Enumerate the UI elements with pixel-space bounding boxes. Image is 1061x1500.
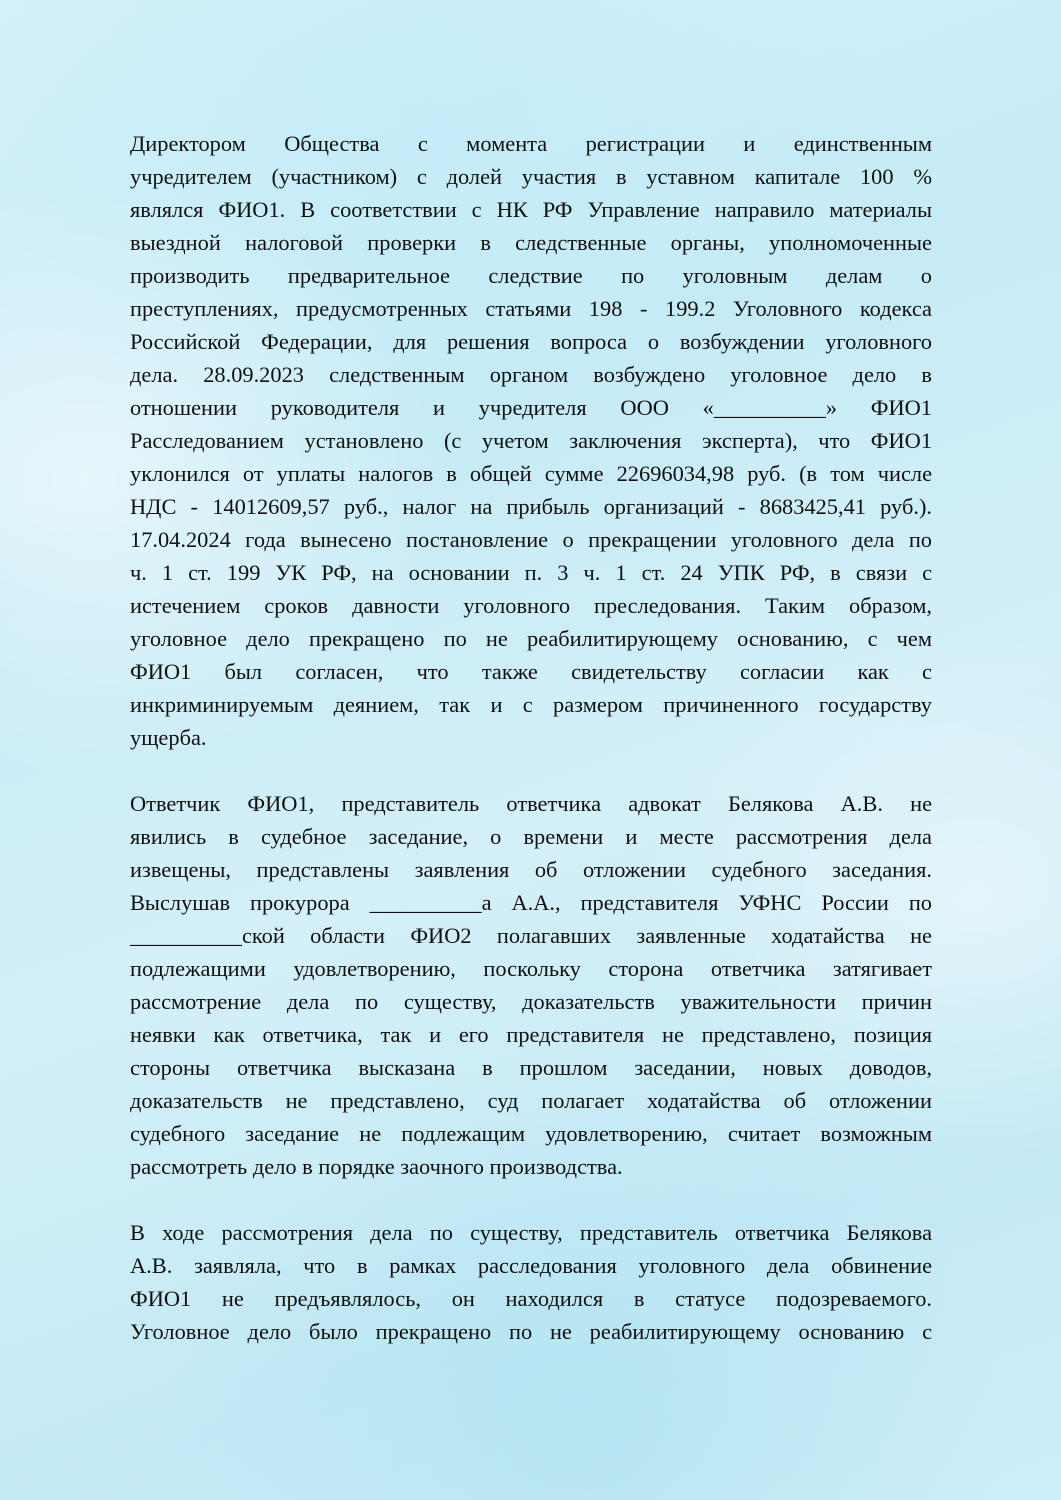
- text-line: судебного заседание не подлежащим удовлетворению, считает возможным: [130, 1121, 933, 1146]
- text-line: ущерба.: [130, 725, 207, 750]
- text-line: производить предварительное следствие по уголовным делам о: [130, 263, 932, 288]
- text-line: уклонился от уплаты налогов в общей сумме 22696034,98 руб. (в том числе: [130, 461, 933, 486]
- text-line: ч. 1 ст. 199 УК РФ, на основании п. 3 ч. 1 ст. 24 УПК РФ, в связи с: [130, 560, 933, 585]
- text-line: ФИО1 не предъявлялось, он находился в статусе подозреваемого.: [130, 1286, 932, 1311]
- text-line: Выслушав прокурора __________а А.А., представителя УФНС России по: [130, 890, 932, 915]
- paragraph-3: [130, 1216, 932, 1348]
- text-line: рассмотреть дело в порядке заочного производства.: [130, 1154, 623, 1179]
- text-line: извещены, представлены заявления об отложении судебного заседания.: [130, 857, 932, 882]
- text-line: истечением сроков давности уголовного преследования. Таким образом,: [130, 593, 932, 618]
- text-line: А.В. заявляла, что в рамках расследования уголовного дела обвинение: [130, 1253, 933, 1278]
- text-line: доказательств не представлено, суд полагает ходатайства об отложении: [130, 1088, 932, 1113]
- text-line: учредителем (участником) с долей участия в уставном капитале 100 %: [130, 164, 932, 189]
- text-line: выездной налоговой проверки в следственные органы, уполномоченные: [130, 230, 932, 255]
- text-line: В ходе рассмотрения дела по существу, представитель ответчика Белякова: [130, 1220, 933, 1245]
- text-line: являлся ФИО1. В соответствии с НК РФ Управление направило материалы: [130, 197, 933, 222]
- text-line: уголовное дело прекращено по не реабилитирующему основанию, с чем: [130, 626, 932, 651]
- text-line: рассмотрение дела по существу, доказательств уважительности причин: [130, 989, 932, 1014]
- document-page: [130, 127, 932, 1381]
- text-line: __________ской области ФИО2 полагавших заявленные ходатайства не: [130, 923, 932, 948]
- paragraph-2: [130, 787, 932, 1183]
- text-line: Ответчик ФИО1, представитель ответчика адвокат Белякова А.В. не: [130, 791, 933, 816]
- text-line: дела. 28.09.2023 следственным органом возбуждено уголовное дело в: [130, 362, 932, 387]
- text-line: стороны ответчика высказана в прошлом заседании, новых доводов,: [130, 1055, 933, 1080]
- text-line: отношении руководителя и учредителя ООО «__________» ФИО1: [130, 395, 932, 420]
- text-line: неявки как ответчика, так и его представителя не представлено, позиция: [130, 1022, 933, 1047]
- text-line: подлежащими удовлетворению, поскольку сторона ответчика затягивает: [130, 956, 932, 981]
- text-line: инкриминируемым деянием, так и с размером причиненного государству: [130, 692, 932, 717]
- text-line: ФИО1 был согласен, что также свидетельству согласии как с: [130, 659, 932, 684]
- text-line: 17.04.2024 года вынесено постановление о прекращении уголовного дела по: [130, 527, 932, 552]
- text-line: НДС - 14012609,57 руб., налог на прибыль организаций - 8683425,41 руб.).: [130, 494, 932, 519]
- text-line: Расследованием установлено (с учетом заключения эксперта), что ФИО1: [130, 428, 933, 453]
- text-line: Российской Федерации, для решения вопроса о возбуждении уголовного: [130, 329, 932, 354]
- paragraph-1: [130, 127, 932, 754]
- text-line: преступлениях, предусмотренных статьями 198 - 199.2 Уголовного кодекса: [130, 296, 932, 321]
- text-line: явились в судебное заседание, о времени и месте рассмотрения дела: [130, 824, 932, 849]
- text-line: Уголовное дело было прекращено по не реабилитирующему основанию с: [130, 1319, 933, 1344]
- text-line: Директором Общества с момента регистрации и единственным: [130, 131, 933, 156]
